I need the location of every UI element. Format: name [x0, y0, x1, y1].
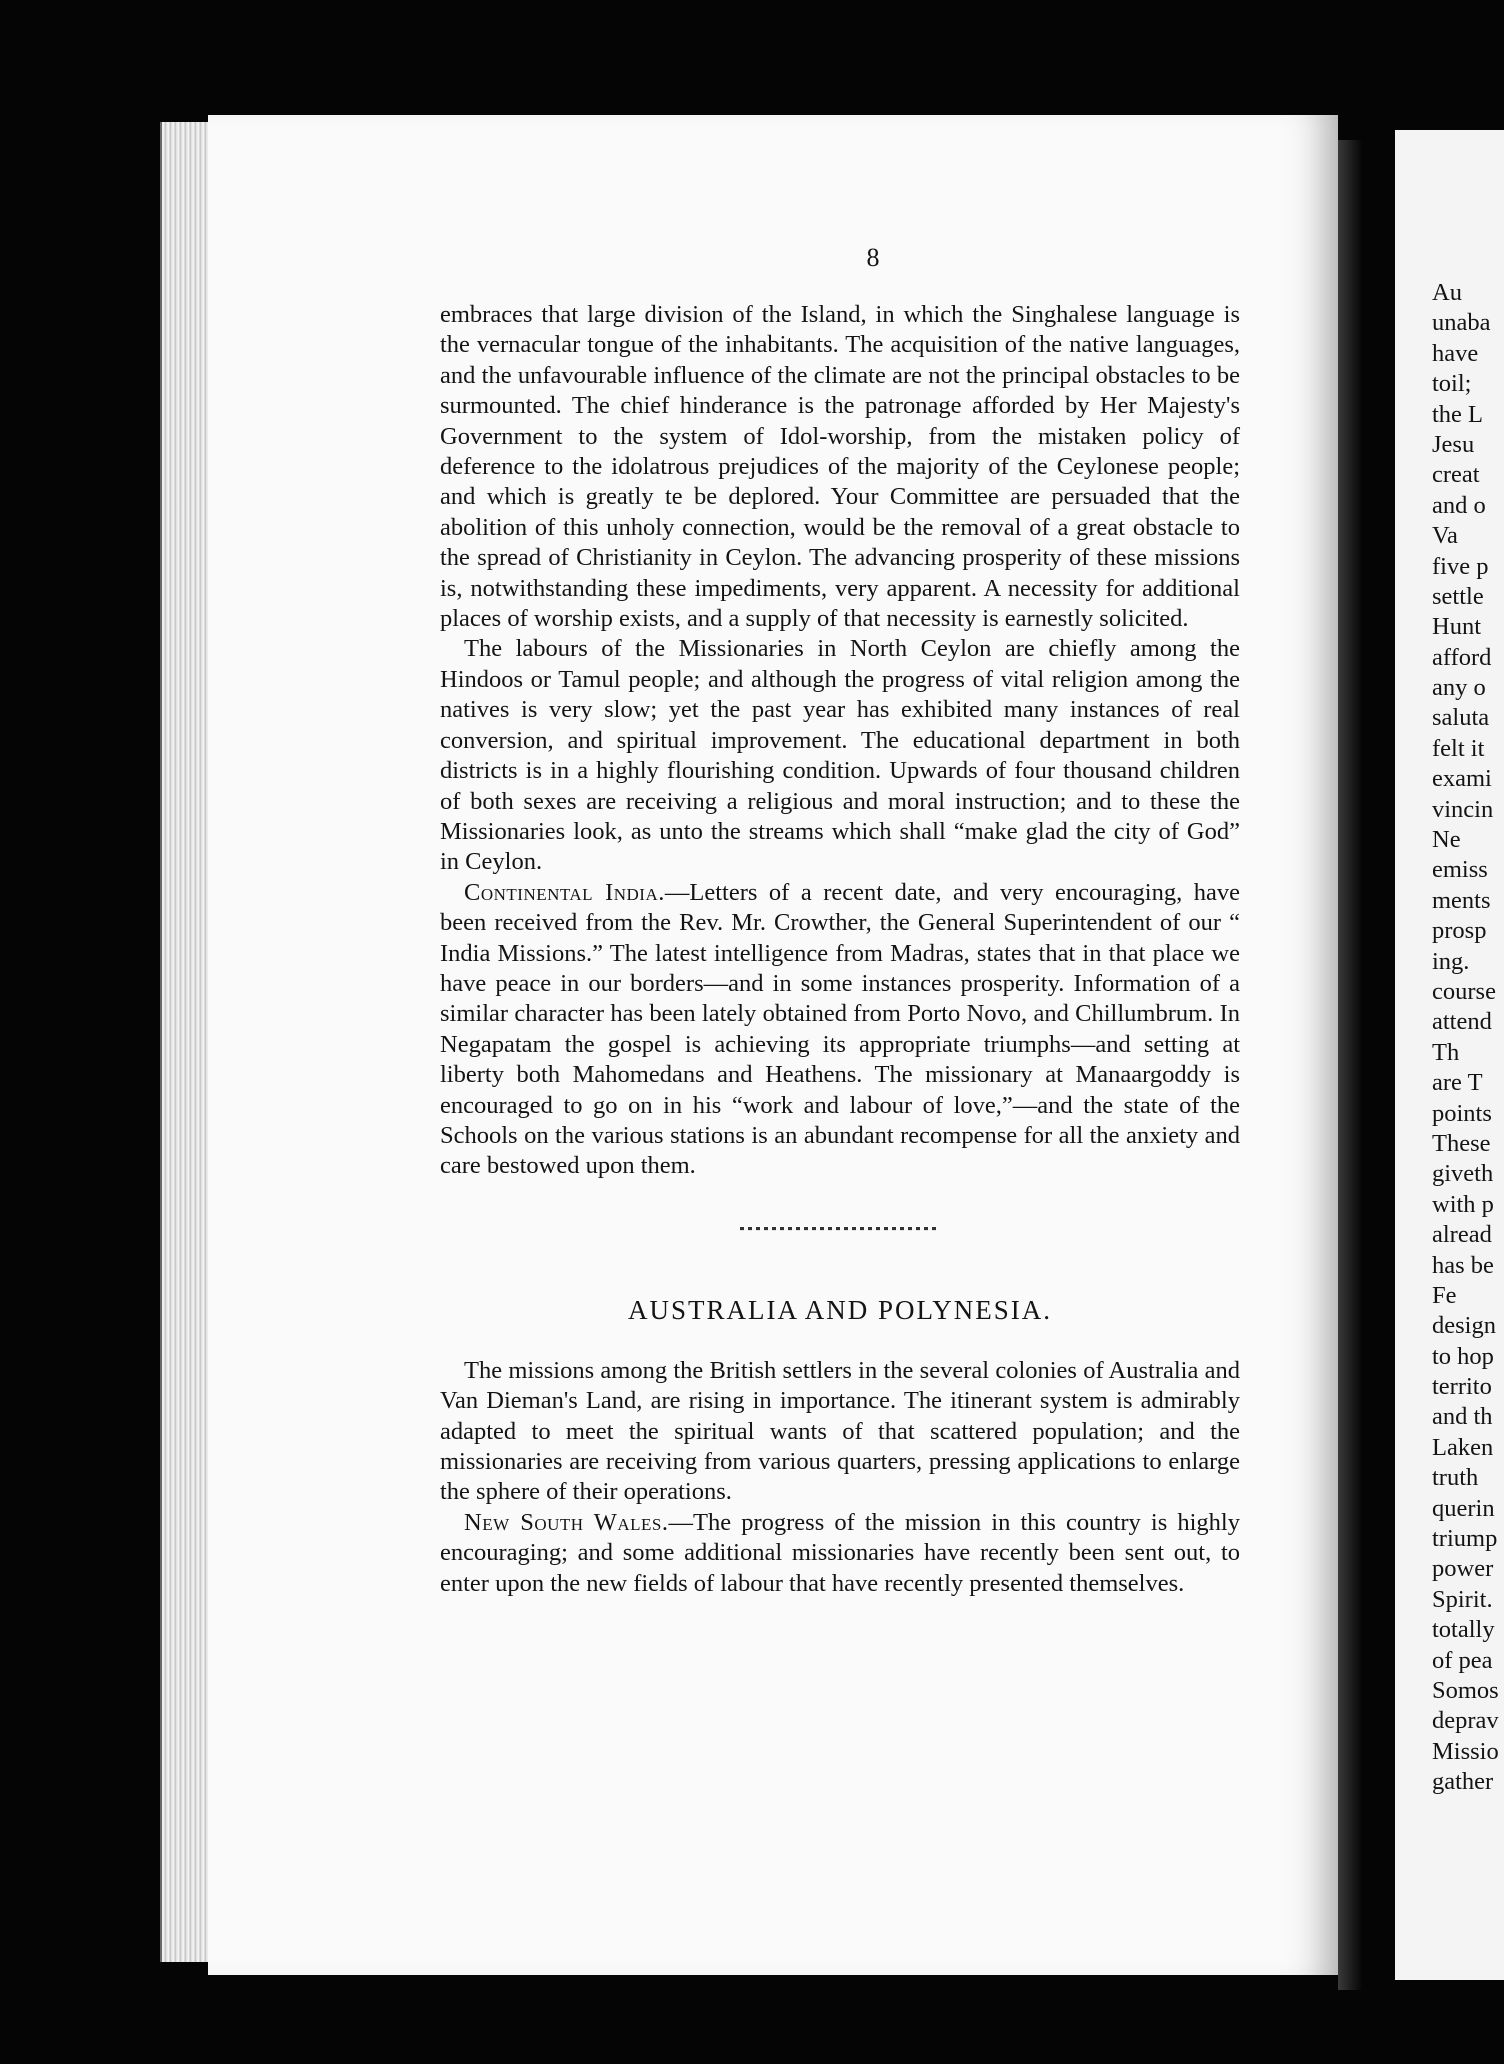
right-page-fragment: ing. [1432, 947, 1470, 975]
right-page-fragment: of pea [1432, 1646, 1493, 1674]
right-page-fragment: Hunt [1432, 613, 1481, 641]
right-page-fragment: Missio [1432, 1737, 1499, 1765]
right-page-fragment: has be [1432, 1251, 1494, 1279]
page-number: 8 [866, 243, 880, 272]
right-page-fragment: Th [1432, 1038, 1460, 1066]
right-page-fragment: Jesu [1432, 430, 1475, 458]
right-page-fragment: and th [1432, 1403, 1493, 1431]
right-page-fragment: prosp [1432, 917, 1487, 945]
ornamental-divider [740, 1224, 940, 1232]
paragraph-ceylon-south: embraces that large division of the Island, in which the Singhalese language is the vernacular tongue of the inhabitants. The acquisition of the native languages, and the unfavourable influence of the climate are not the principal obstacles to be surmounted. The chief hinderance is the patronage afforded by Her Majesty's Government to the system of Idol-worship, from the mistaken policy of deference to the idolatrous prejudices of the majority of the Ceylonese people; and which is greatly te be deplored. Your Committee are persuaded that the abolition of this unholy connection, would be the removal of a great obstacle to the spread of Christianity in Ceylon. The advancing prosperity of these missions is, notwithstanding these impediments, very apparent. A necessity for additional places of worship exists, and a supply of that necessity is earnestly solicited. [440, 301, 1240, 633]
right-page-fragment: are T [1432, 1069, 1483, 1097]
right-page-fragment: any o [1432, 674, 1486, 702]
right-page-fragment: settle [1432, 582, 1484, 610]
right-page-fragment: power [1432, 1555, 1494, 1583]
right-page-fragment: the L [1432, 400, 1484, 428]
right-page-fragment: saluta [1432, 704, 1490, 732]
right-page-fragment: Laken [1432, 1433, 1494, 1461]
right-page-fragment: emiss [1432, 856, 1488, 884]
right-page-fragment: Ne [1432, 826, 1461, 854]
section-heading: AUSTRALIA AND POLYNESIA. [627, 1294, 1053, 1325]
right-page-fragment: attend [1432, 1008, 1492, 1036]
right-page-fragment: ments [1432, 886, 1491, 914]
right-page-fragment: to hop [1432, 1342, 1494, 1370]
right-page-fragment: and o [1432, 491, 1486, 519]
right-page-fragment: have [1432, 339, 1479, 367]
right-page-fragment: Au [1432, 279, 1462, 306]
text-continental-india: —Letters of a recent date, and very encouraging, have been received from the Rev. Mr. Crowther, the General Superintendent of our “ India Missions.” The latest intelligence from Madras, states that in that place we have peace in our borders—and in some instances prosperity. Information of a similar character has been lately obtained from Porto Novo, and Chillumbrum. In Negapatam the gospel is achieving its appropriate triumphs—and setting at liberty both Mahomedans and Heathens. The missionary at Manaargoddy is encouraged to go on in his “work and labour of love,”—and the state of the Schools on the various stations is an abundant recompense for all the anxiety and care bestowed upon them. [440, 878, 1240, 1180]
right-page-fragment: querin [1432, 1494, 1495, 1522]
right-page-fragment: Somos [1432, 1676, 1499, 1704]
paragraph-new-south-wales [440, 1508, 1240, 1599]
right-page-fragment: vincin [1432, 795, 1494, 823]
right-page-fragment: gather [1432, 1768, 1494, 1796]
right-page-fragment: Fe [1432, 1281, 1457, 1309]
right-page-fragment: giveth [1432, 1160, 1494, 1188]
right-page-fragment: totally [1432, 1616, 1495, 1644]
right-page-fragment: felt it [1432, 734, 1485, 762]
right-page-fragment: Va [1432, 522, 1458, 550]
book-page-edges [160, 122, 212, 1962]
right-page-fragment: afford [1432, 643, 1492, 671]
right-page-fragment: toil; [1432, 370, 1472, 398]
right-page-fragment: Spirit. [1432, 1585, 1493, 1613]
right-page-fragment: deprav [1432, 1707, 1499, 1735]
lead-new-south-wales: New South Wales. [464, 1508, 669, 1536]
right-page-fragment: exami [1432, 765, 1492, 793]
right-page-fragment: course [1432, 977, 1496, 1005]
text-new-south-wales: —The progress of the mission in this country is highly encouraging; and some additional missionaries have recently been sent out, to enter upon the new fields of labour that have recently presented themselves. [440, 1508, 1240, 1597]
right-page-text-fragments [1432, 278, 1504, 1798]
right-page-fragment: creat [1432, 461, 1480, 489]
right-page-fragment: points [1432, 1099, 1492, 1127]
lead-continental-india: Continental India. [464, 878, 665, 906]
right-page-fragment: triump [1432, 1525, 1498, 1553]
paragraph-north-ceylon: The labours of the Missionaries in North Ceylon are chiefly among the Hindoos or Tamul people; and although the progress of vital religion among the natives is very slow; yet the past year has exhibited many instances of real conversion, and spiritual improvement. The educational department in both districts is in a highly flourishing condition. Upwards of four thousand children of both sexes are receiving a religious and moral instruction; and to these the Missionaries look, as unto the streams which shall “make glad the city of God” in Ceylon. [440, 635, 1240, 876]
right-page-fragment: These [1432, 1129, 1491, 1157]
right-page-fragment: five p [1432, 552, 1489, 580]
paragraph-australia: The missions among the British settlers in the several colonies of Australia and Van Dieman's Land, are rising in importance. The itinerant system is admirably adapted to meet the spiritual wants of that scattered population; and the missionaries are receiving from various quarters, pressing applications to enlarge the sphere of their operations. [440, 1356, 1240, 1506]
right-page-fragment: unaba [1432, 309, 1491, 337]
right-page-fragment: design [1432, 1312, 1496, 1340]
paragraph-continental-india [440, 878, 1240, 1182]
right-page-fragment: territo [1432, 1373, 1492, 1401]
main-text-column [440, 300, 1240, 1599]
right-page-fragment: truth [1432, 1464, 1479, 1492]
right-page-fragment: alread [1432, 1221, 1492, 1249]
right-page-fragment: with p [1432, 1190, 1494, 1218]
book-gutter [1338, 140, 1362, 1990]
